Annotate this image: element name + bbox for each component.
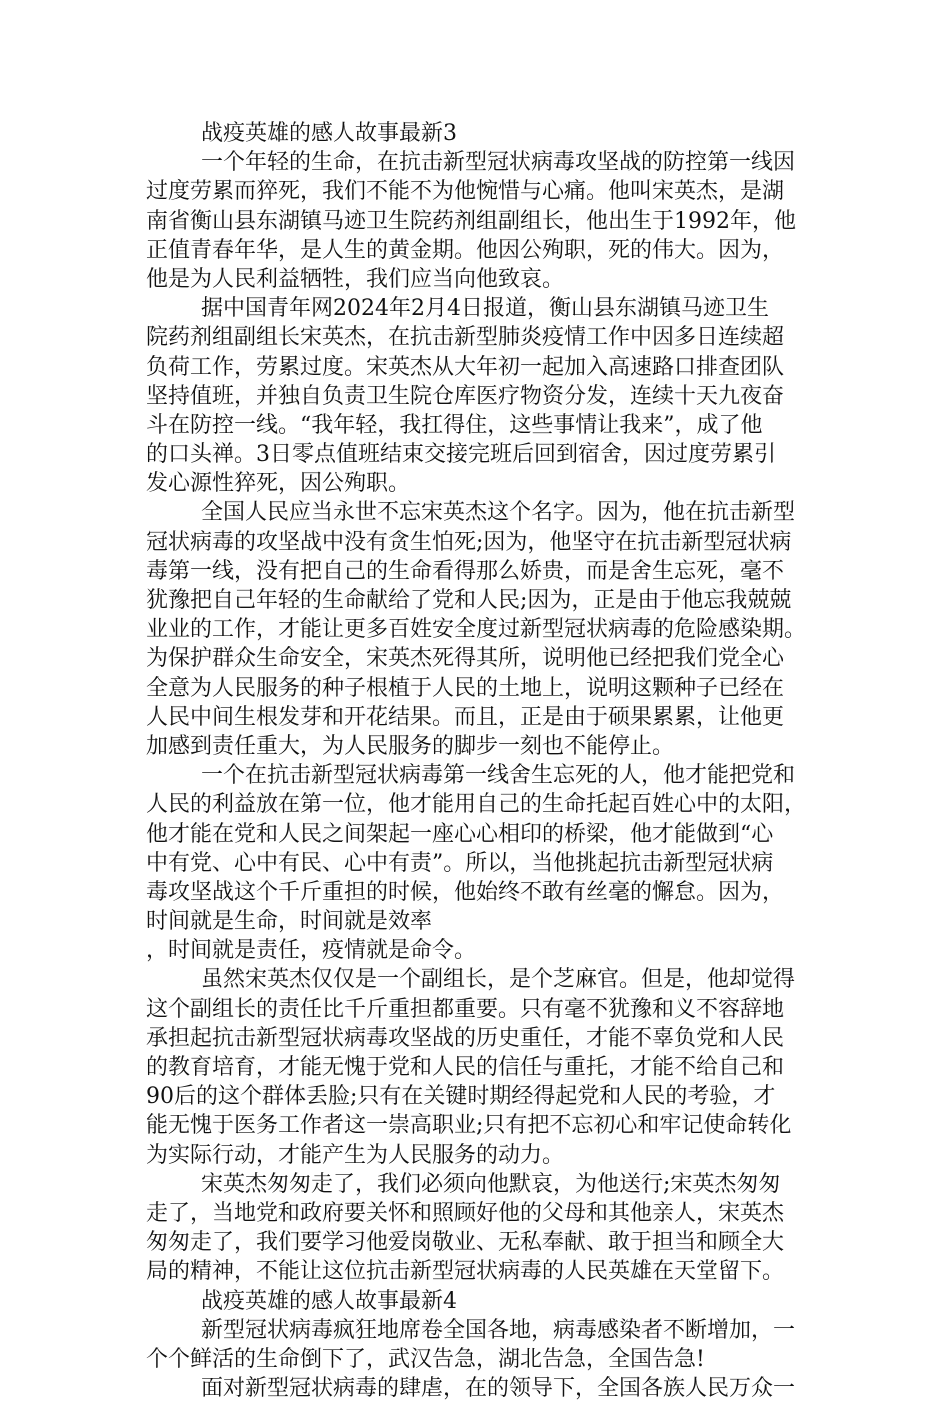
paragraph-line: 犹豫把自己年轻的生命献给了党和人民;因为，正是由于他忘我兢兢 xyxy=(146,588,792,613)
paragraph-line: 走了，当地党和政府要关怀和照顾好他的父母和其他亲人，宋英杰 xyxy=(146,1200,785,1226)
paragraph-line: 他是为人民利益牺牲，我们应当向他致哀。 xyxy=(146,266,565,292)
paragraph-line: 据中国青年网2024年2月4日报道，衡山县东湖镇马迹卫生 xyxy=(201,296,769,322)
paragraph-line: ，时间就是责任，疫情就是命令。 xyxy=(146,938,477,964)
paragraph-line: 毒攻坚战这个千斤重担的时候，他始终不敢有丝毫的懈怠。因为， xyxy=(146,879,785,905)
paragraph-line: 加感到责任重大，为人民服务的脚步一刻也不能停止。 xyxy=(146,733,675,759)
paragraph-line: 的口头禅。3日零点值班结束交接完班后回到宿舍，因过度劳累引 xyxy=(146,442,776,468)
paragraph-line: 坚持值班，并独自负责卫生院仓库医疗物资分发，连续十天九夜奋 xyxy=(146,383,785,409)
paragraph-line: 冠状病毒的攻坚战中没有贪生怕死;因为，他坚守在抗击新型冠状病 xyxy=(146,529,792,555)
paragraph-line: 个个鲜活的生命倒下了，武汉告急，湖北告急，全国告急! xyxy=(146,1346,705,1372)
paragraph-line: 能无愧于医务工作者这一崇高职业;只有把不忘初心和牢记使命转化 xyxy=(146,1113,792,1139)
paragraph-line: 毒第一线，没有把自己的生命看得那么娇贵，而是舍生忘死，毫不 xyxy=(146,558,785,584)
paragraph-line: 承担起抗击新型冠状病毒攻坚战的历史重任，才能不辜负党和人民 xyxy=(146,1025,785,1051)
paragraph-line: 一个在抗击新型冠状病毒第一线舍生忘死的人，他才能把党和 xyxy=(201,763,796,789)
paragraph-line: 人民中间生根发芽和开花结果。而且，正是由于硕果累累，让他更 xyxy=(146,704,785,730)
paragraph-line: 匆匆走了，我们要学习他爱岗敬业、无私奉献、敢于担当和顾全大 xyxy=(146,1230,785,1256)
paragraph-line: 业业的工作，才能让更多百姓安全度过新型冠状病毒的危险感染期。 xyxy=(146,617,807,643)
section-heading-4: 战疫英雄的感人故事最新4 xyxy=(201,1288,457,1314)
paragraph-line: 全意为人民服务的种子根植于人民的土地上，说明这颗种子已经在 xyxy=(146,675,785,701)
paragraph-line: 时间就是生命，时间就是效率 xyxy=(146,909,433,935)
paragraph-line: 发心源性猝死，因公殉职。 xyxy=(146,471,411,497)
paragraph-line: 90后的这个群体丢脸;只有在关键时期经得起党和人民的考验，才 xyxy=(146,1084,776,1110)
paragraph-line: 斗在防控一线。“我年轻，我扛得住，这些事情让我来”，成了他 xyxy=(146,412,763,438)
paragraph-line: 局的精神，不能让这位抗击新型冠状病毒的人民英雄在天堂留下。 xyxy=(146,1259,785,1285)
paragraph-line: 虽然宋英杰仅仅是一个副组长，是个芝麻官。但是，他却觉得 xyxy=(201,967,796,993)
paragraph-line: 新型冠状病毒疯狂地席卷全国各地，病毒感染者不断增加，一 xyxy=(201,1317,796,1343)
paragraph-line: 宋英杰匆匆走了，我们必须向他默哀，为他送行;宋英杰匆匆 xyxy=(201,1171,781,1197)
paragraph-line: 这个副组长的责任比千斤重担都重要。只有毫不犹豫和义不容辞地 xyxy=(146,996,785,1022)
paragraph-line: 中有党、心中有民、心中有责”。所以，当他挑起抗击新型冠状病 xyxy=(146,850,774,876)
paragraph-line: 过度劳累而猝死，我们不能不为他惋惜与心痛。他叫宋英杰，是湖 xyxy=(146,179,785,205)
section-heading-3: 战疫英雄的感人故事最新3 xyxy=(201,121,457,146)
paragraph-line: 负荷工作，劳累过度。宋英杰从大年初一起加入高速路口排查团队 xyxy=(146,354,785,380)
paragraph-line: 院药剂组副组长宋英杰，在抗击新型肺炎疫情工作中因多日连续超 xyxy=(146,325,785,351)
document-page xyxy=(146,119,826,1403)
paragraph-line: 的教育培育，才能无愧于党和人民的信任与重托，才能不给自己和 xyxy=(146,1055,785,1080)
paragraph-line: 人民的利益放在第一位，他才能用自己的生命托起百姓心中的太阳， xyxy=(146,792,807,818)
paragraph-line: 南省衡山县东湖镇马迹卫生院药剂组副组长，他出生于1992年，他 xyxy=(146,208,796,234)
paragraph-line: 为实际行动，才能产生为人民服务的动力。 xyxy=(146,1142,565,1168)
paragraph-line: 全国人民应当永世不忘宋英杰这个名字。因为，他在抗击新型 xyxy=(201,500,796,526)
paragraph-line: 一个年轻的生命，在抗击新型冠状病毒攻坚战的防控第一线因 xyxy=(201,150,796,176)
paragraph-line: 正值青春年华，是人生的黄金期。他因公殉职，死的伟大。因为， xyxy=(146,237,785,263)
paragraph-line: 他才能在党和人民之间架起一座心心相印的桥梁，他才能做到“心 xyxy=(146,821,774,847)
paragraph-line: 面对新型冠状病毒的肆虐，在的领导下，全国各族人民万众一 xyxy=(201,1376,796,1402)
paragraph-line: 为保护群众生命安全，宋英杰死得其所，说明他已经把我们党全心 xyxy=(146,646,785,672)
